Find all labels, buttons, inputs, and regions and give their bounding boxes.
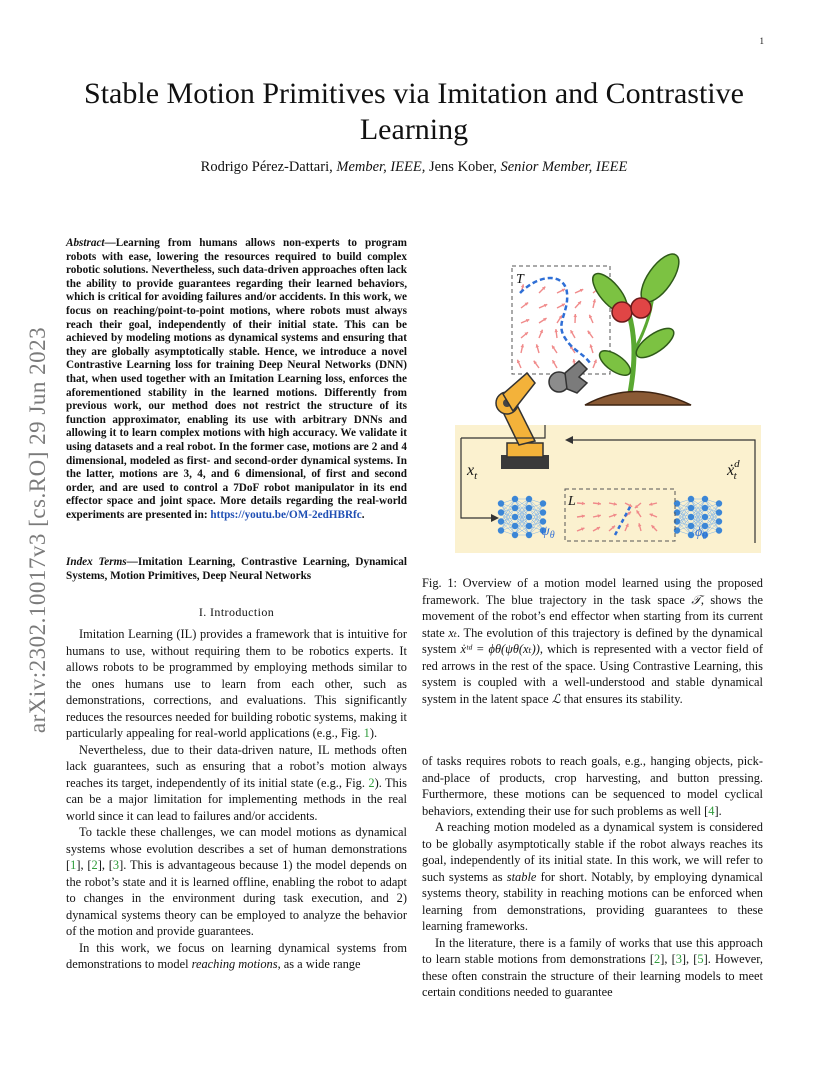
section-heading: I. Introduction [198,605,275,619]
leaf [596,346,635,380]
math: xₜ [448,625,457,640]
state-label: $x_t$ [467,462,478,482]
fruit [631,298,651,318]
robot-joint [507,443,543,457]
vector-field-arrows [517,284,600,368]
network-node [526,514,532,520]
citation[interactable]: 2 [654,952,661,966]
network-node [526,505,532,511]
network-node [702,514,708,520]
citation[interactable]: 2 [91,858,98,872]
video-link[interactable]: https://youtu.be/OM-2edHBRfc [210,508,362,521]
network-node [512,514,518,520]
text-span: , which is represented with a vector field of red arrows in the rest of the space. Using Contrastive Learning, this system is coupled with a well-understood and stable dynamical system in the latent space [422,642,763,706]
fruit [612,302,632,322]
arxiv-watermark [20,300,56,760]
figure-caption [422,575,763,707]
emphasis: reaching motions [191,957,278,971]
page-number: 1 [759,36,764,46]
arxiv-id: arXiv:2302.10017v3 [cs.RO] 29 Jun 2023 [25,326,50,734]
text-span: ]. [714,803,722,818]
latent-space-label: L [568,494,576,509]
citation[interactable]: 4 [708,803,715,818]
network-node [716,500,722,506]
velocity-label: ẋ$^d$ t [727,458,740,482]
network-node [498,500,504,506]
author-1: Rodrigo Pérez-Dattari, [200,159,337,175]
author-2: Jens Kober, [425,159,501,175]
abstract-end: . [361,508,365,521]
vector-arrow-head [573,314,577,317]
intro-paragraph [66,626,407,742]
text-span: , shows the movement of the robot’s end effector when starting from its current state [422,592,763,640]
text-span: Fig. 1: Overview of a motion model learned using the proposed framework. The blue trajectory in the task space [422,576,763,607]
network-node [688,514,694,520]
figure-1-illustration [455,233,761,553]
text-span: In the literature, there is a family of works that use this approach to learn stable motions from demonstrations [ [422,935,763,966]
text-span: In this work, we focus on learning dynamical systems from demonstrations to model [66,940,407,971]
network-node [702,505,708,511]
index-terms [66,556,407,583]
soil [585,392,691,406]
author-2-role: Senior Member, IEEE [500,159,628,175]
emphasis: stable [506,869,537,884]
citation[interactable]: 1 [70,858,77,872]
text-span: for short. Notably, by employing dynamical systems theory, stability in reaching motions can be enforced when learning from demonstrations, providing guarantees to these learning frameworks. [422,869,763,933]
citation[interactable]: 3 [112,858,120,872]
text-span: ). [369,726,378,740]
text-span: To tackle these challenges, we can model motions as dynamical systems whose evolution describes a set of human demonstrations [ [66,825,407,872]
text-span: ], [ [660,952,676,966]
text-span: ], [ [97,858,113,872]
network-node [512,532,518,538]
index-terms-text: —Imitation Learning, Contrastive Learning, Dynamical Systems, Motion Primitives, Deep Neural Networks [66,556,407,582]
body-paragraph [422,935,763,1001]
figure-ref[interactable]: 2 [368,775,375,790]
right-column-text [422,753,763,1001]
citation[interactable]: 3 [675,952,682,966]
intro-paragraph [66,824,407,940]
text-span: of tasks requires robots to reach goals, e.g., hanging objects, pick-and-place of products, crop harvesting, and button pressing. Furthermore, these motions can be sequenced to model cyclical behaviors, extending their use for such problems as well [ [422,754,763,818]
network-node [512,505,518,511]
robot-gripper [565,361,587,393]
author-1-role: Member, IEEE, [336,159,426,175]
network-node [540,500,546,506]
decoder-label: $\phi_\theta$ [695,525,708,542]
text-span: , as a wide range [277,957,361,971]
body-paragraph [422,753,763,819]
abstract [66,237,407,522]
math: 𝒯 [691,592,701,607]
text-span: ], [ [76,858,92,872]
intro-paragraph [66,742,407,825]
network-node [688,505,694,511]
author-line [60,159,768,176]
network-node [498,527,504,533]
network-node [702,496,708,502]
network-node [526,532,532,538]
network-node [540,509,546,515]
index-terms-label: Index Terms [66,556,127,568]
text-span: A reaching motion modeled as a dynamical system is considered to be globally asymptotically stable if the robot always reaches its goal, independently of its initial state. In this work, we will refer to such systems as [422,820,763,884]
network-node [688,532,694,538]
network-node [526,496,532,502]
text-span: Nevertheless, due to their data-driven nature, IL methods often lack guarantees, such as ensuring that a robot’s motion always reaches its target, independently of its initial state (e.g., Fig. [66,742,407,790]
network-node [498,518,504,524]
network-node [512,523,518,529]
abstract-label: Abstract [66,237,105,249]
citation[interactable]: 5 [697,952,704,966]
introduction-text [66,626,407,973]
network-node [716,518,722,524]
text-span: ]. However, these often constrain the structure of their learning models to meet certain conditions needed to guarantee [422,952,764,999]
network-node [716,527,722,533]
body-paragraph [422,819,763,935]
text-span: ). This can be a major limitation for implementing methods in the real world since it can lead to failures and/or accidents. [66,775,407,823]
network-node [716,509,722,515]
math: ẋᵗᵈ = ϕθ(ψθ(xₜ)) [460,642,540,656]
math: ℒ [551,691,561,706]
intro-paragraph [66,940,407,973]
network-node [498,509,504,515]
figure-ref[interactable]: 1 [363,726,370,740]
network-node [526,523,532,529]
text-span: that ensures its stability. [560,691,683,706]
paper-title: Stable Motion Primitives via Imitation and Contrastive Learning [84,77,744,146]
task-space-label: T [516,272,524,287]
abstract-text: —Learning from humans allows non-experts to program robots with ease, lowering the resources required to build complex robotic solutions. Nevertheless, such data-driven approaches often lack the ability to provide guarantees regarding their learned behaviors, which is critical for avoiding failures and/or accidents. In this work, we focus on reaching/point-to-point motions, where robots must always reach their goal, independently of their initial state. This can be achieved by modeling motions as dynamical systems and ensuring that they are globally asymptotically stable. Hence, we introduce a novel Contrastive Learning loss for training Deep Neural Networks (DNN) that, when used together with an Imitation Learning loss, enforces the aforementioned stability in the learned motions. Differently from previous work, our method does not restrict the structure of its function approximator, enabling its use with arbitrary DNNs and allowing it to learn complex motions with high accuracy. We validate it using datasets and a real robot. In the former case, motions are 2 and 4 dimensional, modeled as first- and second-order dynamical systems. In the latter, motions are 3, 4, and 6 dimensional, of first and second order, and are used to control a 7DoF robot manipulator in its end effector space and joint space. More details regarding the real-world experiments are presented in: [66,237,407,521]
network-node [688,523,694,529]
encoder-label: $\psi_\theta$ [541,524,555,541]
text-span: . The evolution of this trajectory is defined by the dynamical system [422,625,763,656]
network-node [688,496,694,502]
text-span: Imitation Learning (IL) provides a framework that is intuitive for humans to use, without requiring them to be robotics experts. It allows robots to be programmed by employing methods similar to the ones humans use to learn from each other, such as demonstrations, corrections, and evaluations. This significantly reduces the resources needed for building robotic systems, making it particularly appealing for real-world applications (e.g., Fig. [66,627,407,740]
text-span: ], [ [681,952,698,966]
network-node [512,496,518,502]
text-span: ]. This is advantageous because 1) the model depends on the robot’s state and it is learned offline, enabling the robot to adapt to changes in the environment during task execution, and 2) dynamical systems theory can be employed to analyze the behavior of the motion and provide guarantees. [66,858,407,938]
network-node [702,523,708,529]
